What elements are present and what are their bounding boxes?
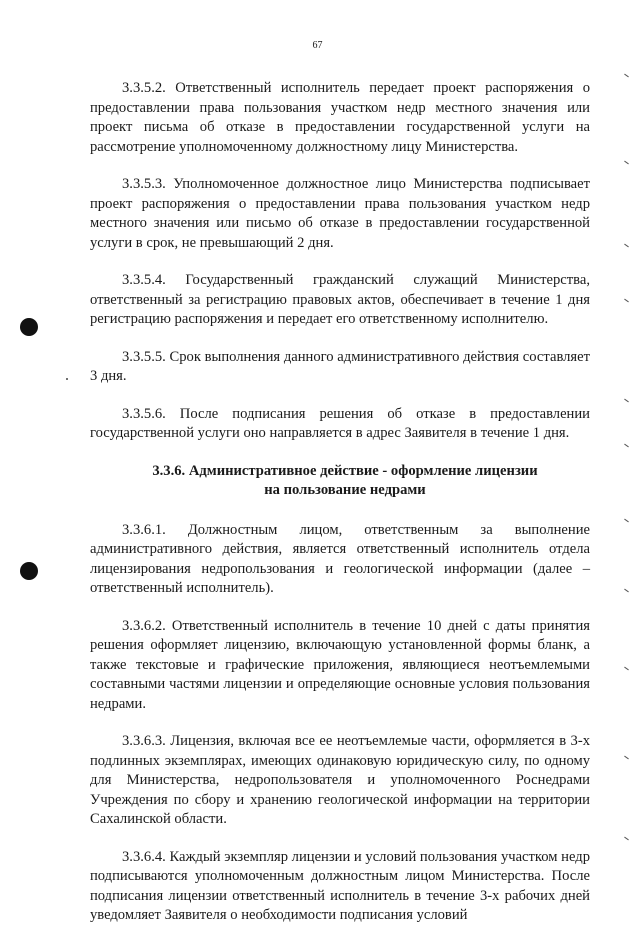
- paragraph-3-3-6-4: 3.3.6.4. Каждый экземпляр лицензии и условий пользования участком недр подписываются уполномоченным должностным лицом Министерства. После подписания лицензии ответственный исполнитель в течение 3-х рабочих дней уведомляет Заявителя о необходимости подписания условий: [90, 848, 590, 923]
- scan-mark: [624, 299, 629, 303]
- paragraph-3-3-5-2: 3.3.5.2. Ответственный исполнитель передает проект распоряжения о предоставлении права пользования участком недр местного значения или проект письма об отказе в предоставлении государственной услуги на рассмотрение уполномоченному должностному лицу Министерства.: [90, 80, 590, 155]
- scan-mark: [624, 444, 629, 448]
- punch-hole-top: [20, 318, 38, 336]
- page-number: 67: [312, 40, 323, 51]
- scan-mark: [624, 837, 629, 841]
- paragraph-3-3-5-5: 3.3.5.5. Срок выполнения данного административного действия составляет 3 дня.: [90, 348, 590, 384]
- section-heading-line-1: 3.3.6. Административное действие - оформление лицензии: [152, 462, 538, 479]
- section-heading: [90, 462, 590, 501]
- paragraph-3-3-5-3: 3.3.5.3. Уполномоченное должностное лицо Министерства подписывает проект распоряжения о предоставлении права пользования участком недр местного значения или письмо об отказе в предоставлении государственной услуги в срок, не превышающий 2 дня.: [90, 176, 590, 251]
- paragraph-3-3-6-2: 3.3.6.2. Ответственный исполнитель в течение 10 дней с даты принятия решения оформляет лицензию, включающую установленной формы бланк, а также текстовые и графические приложения, являющиеся неотъемлемыми составными частями лицензии и определяющие основные условия пользования недрами.: [90, 617, 590, 712]
- scan-dot: [66, 378, 68, 380]
- scan-mark: [624, 161, 629, 165]
- scan-mark: [624, 589, 629, 593]
- paragraph-3-3-5-4: 3.3.5.4. Государственный гражданский служащий Министерства, ответственный за регистрацию правовых актов, обеспечивает в течение 1 дня регистрацию распоряжения и передает его ответственному исполнителю.: [90, 272, 590, 327]
- scan-mark: [624, 399, 629, 403]
- paragraph-3-3-6-1: 3.3.6.1. Должностным лицом, ответственным за выполнение административного действия, является ответственный исполнитель отдела лицензирования недропользования и геологической информации (далее – ответственный исполнитель).: [90, 521, 590, 596]
- scan-mark: [624, 667, 629, 671]
- scan-mark: [624, 519, 629, 523]
- punch-hole-bottom: [20, 562, 38, 580]
- scan-mark: [624, 244, 629, 248]
- paragraph-3-3-6-3: 3.3.6.3. Лицензия, включая все ее неотъемлемые части, оформляется в 3-х подлинных экземплярах, имеющих одинаковую юридическую силу, по одному для Министерства, недропользователя и уполномоченного Роснедрами Учреждения по сбору и хранению геологической информации на территории Сахалинской области.: [90, 733, 590, 827]
- scan-mark: [624, 756, 629, 760]
- paragraph-3-3-5-6: 3.3.5.6. После подписания решения об отказе в предоставлении государственной услуги оно направляется в адрес Заявителя в течение 1 дня.: [90, 405, 590, 441]
- scan-mark: [624, 74, 629, 78]
- section-heading-line-2: на пользование недрами: [264, 482, 426, 498]
- document-body: [90, 79, 590, 944]
